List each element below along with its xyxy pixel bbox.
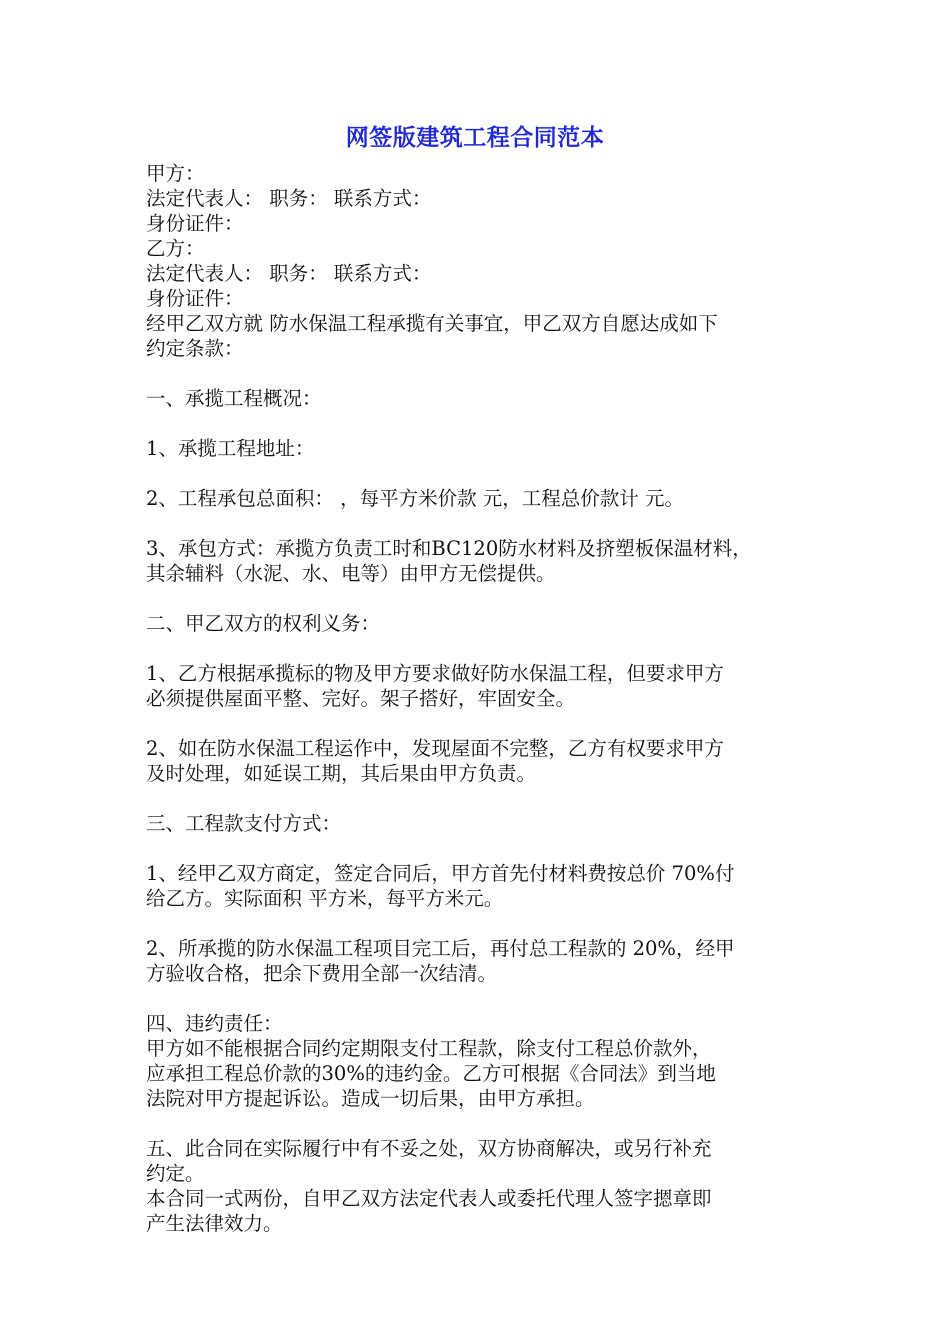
- blank-line: [146, 711, 816, 736]
- blank-line: [146, 636, 816, 661]
- text-line: 四、违约责任：: [146, 1012, 283, 1035]
- text-line: 方验收合格，把余下费用全部一次结清。: [146, 962, 498, 985]
- text-line: 2、工程承包总面积： ，每平方米价款 元，工程总价款计 元。: [146, 487, 685, 510]
- blank-line: [146, 461, 816, 486]
- text-line: 必须提供屋面平整、完好。架子搭好，牢固安全。: [146, 687, 576, 710]
- document-title: 网签版建筑工程合同范本: [345, 125, 605, 151]
- text-line: 身份证件：: [146, 287, 244, 310]
- text-line: 法院对甲方提起诉讼。造成一切后果，由甲方承担。: [146, 1087, 595, 1110]
- text-line: 给乙方。实际面积 平方米，每平方米元。: [146, 887, 504, 910]
- text-line: 2、如在防水保温工程运作中，发现屋面不完整，乙方有权要求甲方: [146, 737, 724, 760]
- text-line: 其余辅料（水泥、水、电等）由甲方无偿提供。: [146, 562, 556, 585]
- blank-line: [146, 361, 816, 386]
- document-body: [146, 161, 816, 1236]
- blank-line: [146, 836, 816, 861]
- text-line: 约定。: [146, 1162, 205, 1185]
- blank-line: [146, 786, 816, 811]
- text-line: 应承担工程总价款的30%的违约金。乙方可根据《合同法》到当地: [146, 1062, 716, 1085]
- text-line: 2、所承揽的防水保温工程项目完工后，再付总工程款的 20%，经甲: [146, 937, 735, 960]
- text-line: 3、承包方式：承揽方负责工时和BC120防水材料及挤塑板保温材料，: [146, 537, 752, 560]
- text-line: 甲方如不能根据合同约定期限支付工程款，除支付工程总价款外，: [146, 1037, 712, 1060]
- text-line: 产生法律效力。: [146, 1212, 283, 1235]
- blank-line: [146, 1111, 816, 1136]
- text-line: 一、承揽工程概况：: [146, 387, 322, 410]
- text-line: 约定条款：: [146, 337, 244, 360]
- text-line: 甲方：: [146, 162, 205, 185]
- blank-line: [146, 911, 816, 936]
- text-line: 法定代表人： 职务： 联系方式：: [146, 187, 432, 210]
- text-line: 法定代表人： 职务： 联系方式：: [146, 262, 432, 285]
- blank-line: [146, 986, 816, 1011]
- text-line: 乙方：: [146, 237, 205, 260]
- text-line: 及时处理，如延误工期，其后果由甲方负责。: [146, 762, 537, 785]
- blank-line: [146, 411, 816, 436]
- text-line: 三、工程款支付方式：: [146, 812, 342, 835]
- text-line: 本合同一式两份，自甲乙双方法定代表人或委托代理人签字摁章即: [146, 1187, 712, 1210]
- text-line: 1、承揽工程地址：: [146, 437, 315, 460]
- text-line: 五、此合同在实际履行中有不妥之处，双方协商解决，或另行补充: [146, 1137, 712, 1160]
- text-line: 身份证件：: [146, 212, 244, 235]
- text-line: 1、乙方根据承揽标的物及甲方要求做好防水保温工程，但要求甲方: [146, 662, 724, 685]
- text-line: 1、经甲乙双方商定，签定合同后，甲方首先付材料费按总价 70%付: [146, 862, 735, 885]
- blank-line: [146, 586, 816, 611]
- blank-line: [146, 511, 816, 536]
- text-line: 二、甲乙双方的权利义务：: [146, 612, 381, 635]
- text-line: 经甲乙双方就 防水保温工程承揽有关事宜，甲乙双方自愿达成如下: [146, 312, 718, 335]
